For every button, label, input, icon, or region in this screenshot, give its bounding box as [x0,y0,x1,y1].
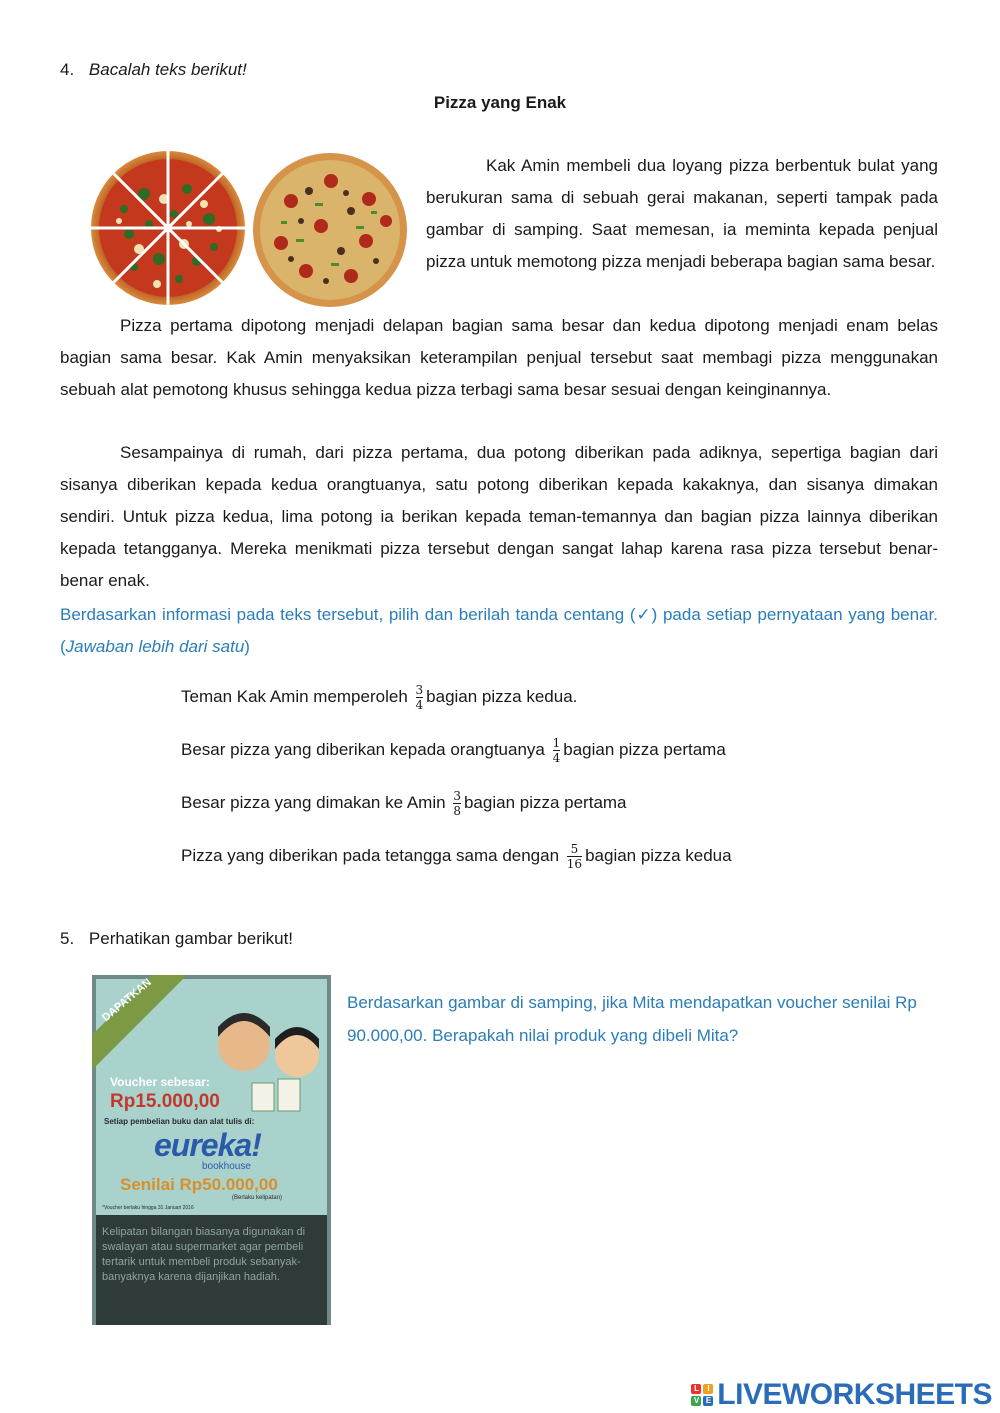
voucher-logo: eureka! [154,1127,261,1163]
statement-text: Besar pizza yang diberikan kepada orangtuanya [181,739,545,759]
statement-text: Besar pizza yang dimakan ke Amin [181,792,446,812]
voucher-logo-sub: bookhouse [202,1161,251,1172]
question-4-number: 4. [60,60,75,79]
statement-text-after: bagian pizza pertama [463,792,627,812]
story-paragraph-2: Pizza pertama dipotong menjadi delapan bagian sama besar dan kedua dipotong menjadi enam belas bagian sama besar. Kak Amin menyaksikan keterampilan penjual tersebut saat membagi pizza menggunakan sebuah alat pemotong khusus sehingga kedua pizza terbagi sama besar sesuai dengan keinginannya. [60,316,938,399]
fraction: $\frac{5}{16}$ [566,842,583,871]
question-4-prompt-italic: Jawaban lebih dari satu [65,637,245,656]
question-5-header [60,929,293,949]
voucher-amount: Rp15.000,00 [110,1091,220,1112]
liveworksheets-logo-icon: L I V E [691,1384,713,1406]
statement-text-after: bagian pizza kedua [585,845,732,865]
question-5-instruction: Perhatikan gambar berikut! [88,929,294,948]
statement-text-after: bagian pizza kedua. [426,686,578,706]
question-4-instruction: Bacalah teks berikut! [88,60,247,79]
statement-option[interactable] [181,843,732,870]
statement-text-after: bagian pizza pertama [563,739,726,759]
question-4-prompt-close: ) [244,637,250,656]
voucher-ribbon: DAPATKAN [100,976,154,1025]
question-4-prompt-text: Berdasarkan informasi pada teks tersebut, pilih dan berilah tanda centang (✓) pada setiap pernyataan yang benar. ( [60,605,938,656]
pizza-whole-image [251,151,409,309]
fraction: $\frac{3}{4}$ [415,683,424,712]
statement-option[interactable] [181,737,726,764]
story-paragraph-3: Sesampainya di rumah, dari pizza pertama, dua potong diberikan pada adiknya, sepertiga bagian dari sisanya diberikan kepada kedua orangtuanya, satu potong diberikan kepada kakaknya, dan sisanya dimakan sendiri. Untuk pizza kedua, lima potong ia berikan kepada teman-temannya dan bagian pizza lainnya diberikan kepada tetangganya. Mereka menikmati pizza tersebut dengan sangat lahap karena rasa pizza tersebut benar-benar enak. [60,443,938,590]
voucher-value: Senilai Rp50.000,00 [120,1175,278,1194]
liveworksheets-brand [691,1378,992,1412]
story-intro-paragraph: Kak Amin membeli dua loyang pizza berbentuk bulat yang berukuran sama di sebuah gerai makanan, seperti tampak pada gambar di samping. Saat memesan, ia meminta kepada penjual pizza untuk memotong pizza menjadi beberapa bagian sama besar. [426,156,938,271]
question-5-prompt: Berdasarkan gambar di samping, jika Mita mendapatkan voucher senilai Rp 90.000,00. Berapakah nilai produk yang dibeli Mita? [347,993,917,1045]
voucher-value-note: (Berlaku kelipatan) [232,1195,283,1201]
fraction: $\frac{3}{8}$ [453,789,461,818]
voucher-fine-print: *Voucher berlaku hingga 31 Januari 2016 [102,1205,194,1211]
question-4-prompt [60,599,938,663]
statement-text: Pizza yang diberikan pada tetangga sama dengan [181,845,560,865]
question-5-number: 5. [60,929,75,948]
voucher-note: Kelipatan bilangan biasanya digunakan di swalayan atau supermarket agar pembeli tertarik untuk membeli produk sebanyak-banyaknya karena dijanjikan hadiah. [102,1226,306,1283]
voucher-label: Voucher sebesar: [110,1075,210,1089]
statement-option[interactable] [181,684,577,711]
pizza-eight-slices-image [89,149,247,307]
fraction: $\frac{1}{4}$ [552,736,561,765]
brand-name: LIVEWORKSHEETS [717,1378,992,1411]
question-4-header [60,60,247,80]
voucher-subtitle: Setiap pembelian buku dan alat tulis di: [104,1117,255,1126]
statement-text: Teman Kak Amin memperoleh [181,686,408,706]
statement-option[interactable] [181,790,627,817]
story-title: Pizza yang Enak [433,93,567,112]
voucher-image [92,975,331,1325]
